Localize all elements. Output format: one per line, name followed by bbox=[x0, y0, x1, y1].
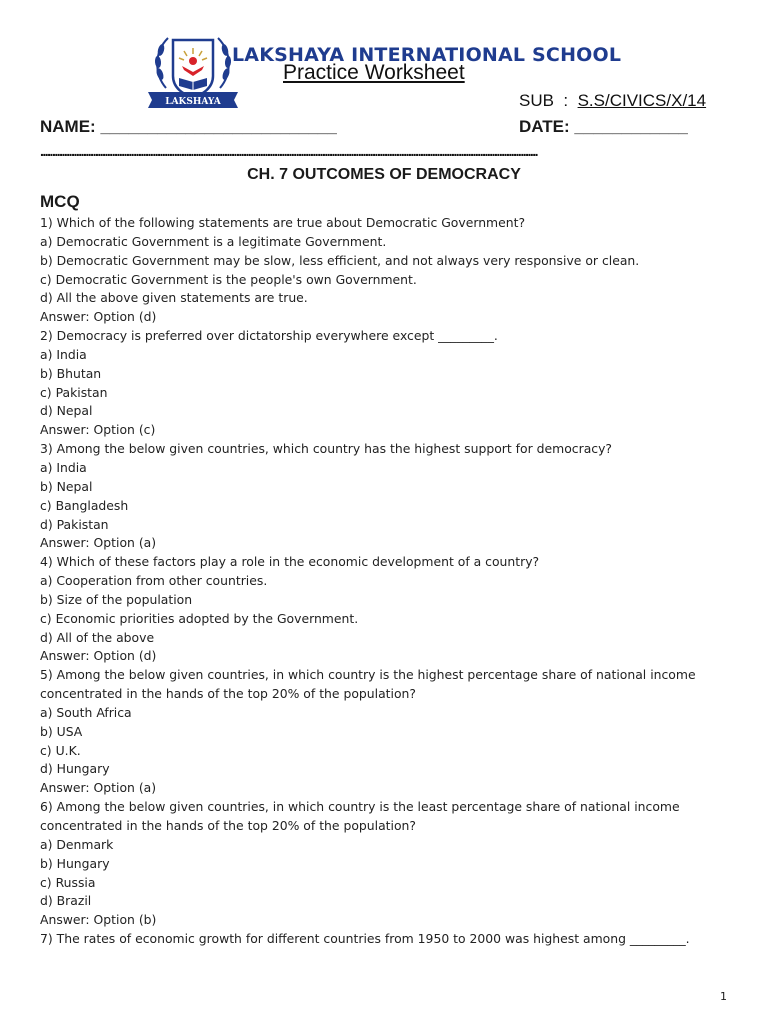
question-line: c) Democratic Government is the people's own Government. bbox=[40, 271, 417, 287]
section-heading: MCQ bbox=[40, 192, 80, 211]
question-line: b) Size of the population bbox=[40, 591, 193, 607]
dotted-separator: ................................................................................................................................................................................................................ bbox=[40, 143, 538, 157]
question-line: concentrated in the hands of the top 20% of the population? bbox=[40, 818, 416, 833]
question-line: 2) Democracy is preferred over dictatorship everywhere except _________. bbox=[40, 328, 498, 344]
question-line: 7) The rates of economic growth for different countries from 1950 to 2000 was highest among _________. bbox=[40, 931, 690, 947]
answer-line: Answer: Option (c) bbox=[40, 422, 156, 438]
subject-code bbox=[519, 91, 706, 111]
answer-line: Answer: Option (d) bbox=[40, 309, 157, 325]
question-line: a) South Africa bbox=[40, 704, 132, 720]
date-field[interactable]: DATE: ____________ bbox=[519, 117, 688, 136]
question-line: a) India bbox=[40, 346, 87, 362]
svg-text:LAKSHAYA: LAKSHAYA bbox=[165, 97, 221, 107]
subject-label: SUB : bbox=[519, 91, 578, 110]
school-name: LAKSHAYA INTERNATIONAL SCHOOL bbox=[232, 44, 622, 66]
question-line: 1) Which of the following statements are true about Democratic Government? bbox=[40, 215, 526, 230]
question-line: a) Cooperation from other countries. bbox=[40, 573, 268, 589]
question-line: b) Nepal bbox=[40, 478, 93, 494]
worksheet-title: Practice Worksheet bbox=[283, 61, 465, 84]
subject-value: S.S/CIVICS/X/14 bbox=[577, 91, 707, 110]
question-line: b) Bhutan bbox=[40, 365, 102, 381]
answer-line: Answer: Option (d) bbox=[40, 648, 157, 664]
question-line: b) Democratic Government may be slow, less efficient, and not always very responsive or clean. bbox=[40, 252, 640, 268]
question-line: 6) Among the below given countries, in which country is the least percentage share of national income bbox=[40, 799, 680, 815]
question-line: 5) Among the below given countries, in which country is the highest percentage share of national income bbox=[40, 667, 696, 683]
question-line: d) Pakistan bbox=[40, 516, 109, 532]
question-line: c) Russia bbox=[40, 874, 96, 890]
question-line: d) All the above given statements are true. bbox=[40, 290, 308, 306]
question-line: 3) Among the below given countries, which country has the highest support for democracy? bbox=[40, 441, 613, 457]
name-field[interactable]: NAME: _________________________ bbox=[40, 117, 337, 136]
question-line: c) U.K. bbox=[40, 742, 81, 758]
question-line: c) Pakistan bbox=[40, 384, 108, 400]
question-line: d) Brazil bbox=[40, 893, 92, 909]
question-line: b) USA bbox=[40, 723, 83, 739]
question-line: c) Bangladesh bbox=[40, 497, 129, 513]
answer-line: Answer: Option (a) bbox=[40, 780, 157, 796]
question-line: d) All of the above bbox=[40, 629, 155, 645]
question-line: b) Hungary bbox=[40, 855, 110, 871]
question-line: c) Economic priorities adopted by the Government. bbox=[40, 610, 359, 626]
page-number: 1 bbox=[720, 990, 727, 1003]
question-line: 4) Which of these factors play a role in the economic development of a country? bbox=[40, 554, 540, 570]
school-logo bbox=[146, 30, 240, 112]
question-line: a) India bbox=[40, 459, 87, 475]
question-list bbox=[40, 214, 740, 949]
question-line: d) Nepal bbox=[40, 403, 93, 419]
question-line: d) Hungary bbox=[40, 761, 110, 777]
chapter-title: CH. 7 OUTCOMES OF DEMOCRACY bbox=[247, 166, 521, 183]
answer-line: Answer: Option (a) bbox=[40, 535, 157, 551]
question-line: a) Denmark bbox=[40, 836, 114, 852]
answer-line: Answer: Option (b) bbox=[40, 912, 157, 928]
question-line: concentrated in the hands of the top 20% of the population? bbox=[40, 686, 416, 702]
question-line: a) Democratic Government is a legitimate Government. bbox=[40, 233, 387, 249]
